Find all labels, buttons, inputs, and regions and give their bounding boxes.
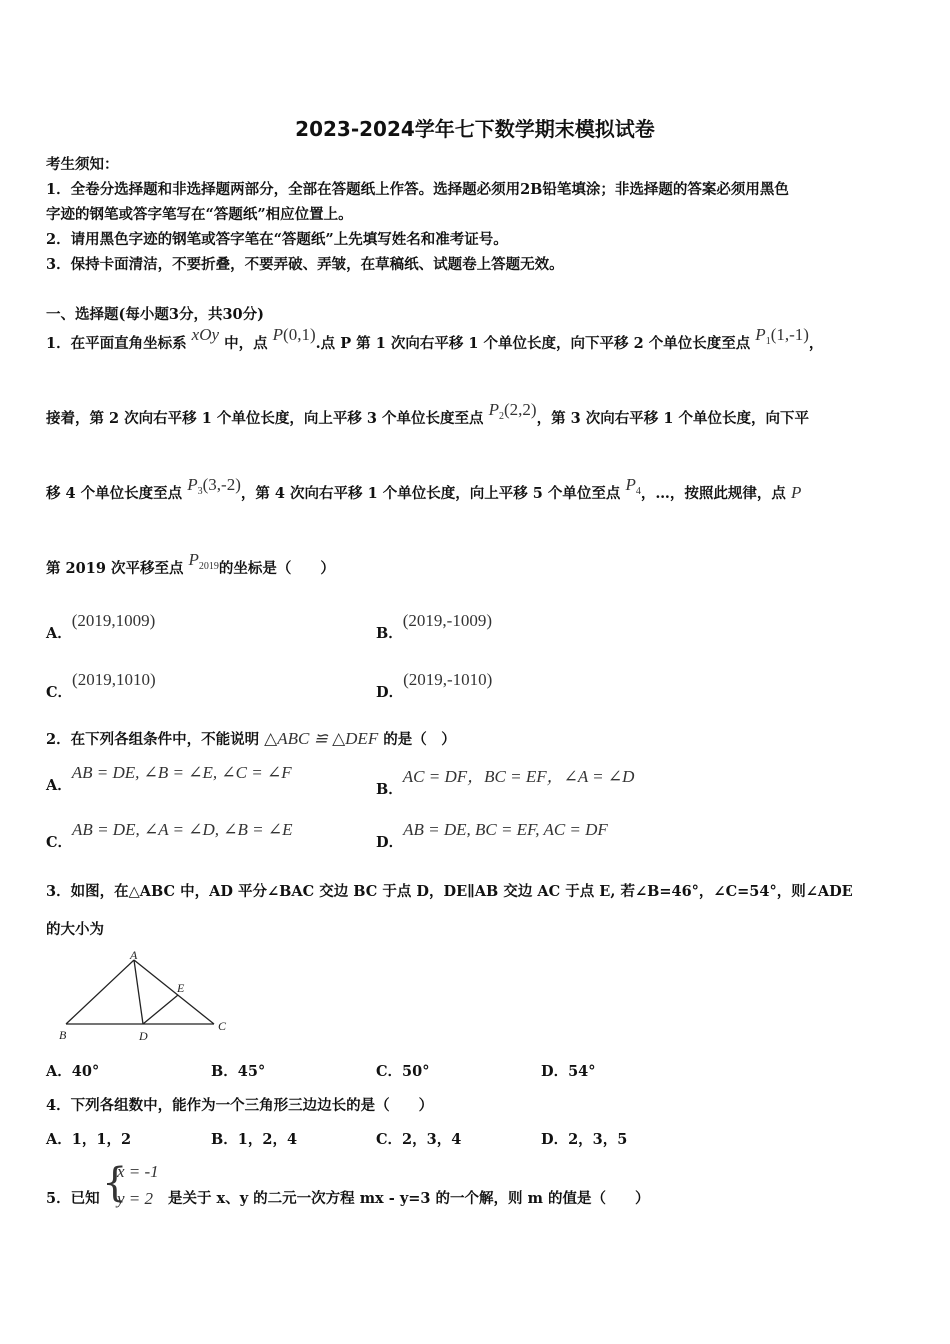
question-2-text bbox=[46, 728, 456, 749]
vertex-b-label: B bbox=[59, 1028, 67, 1042]
q2-option-d-value: AB = DE, BC = EF, AC = DF bbox=[403, 820, 608, 839]
q1-p3: P bbox=[187, 475, 198, 494]
q2-expr: △ABC ≌ △DEF bbox=[264, 729, 379, 748]
q4-option-b[interactable] bbox=[211, 1128, 297, 1149]
q1-p3-sub: 3 bbox=[197, 485, 203, 497]
q3-option-a[interactable] bbox=[46, 1060, 99, 1081]
q1-p2-sub: 2 bbox=[499, 410, 505, 422]
q4-option-c[interactable] bbox=[376, 1128, 461, 1149]
q1-text-h: ，第 4 次向右平移 1 个单位长度，向上平移 5 个单位至点 bbox=[240, 485, 621, 502]
edge-ac bbox=[134, 960, 214, 1024]
q1-text-g: 移 4 个单位长度至点 bbox=[46, 485, 183, 502]
notice-line-2: 字迹的钢笔或答字笔写在“答题纸”相应位置上。 bbox=[46, 206, 353, 223]
triangle-figure bbox=[50, 948, 240, 1044]
q2-option-b-label: B． bbox=[376, 781, 403, 798]
q3-option-c[interactable] bbox=[376, 1060, 429, 1081]
q3-option-b[interactable] bbox=[211, 1060, 265, 1081]
q1-option-c[interactable] bbox=[46, 669, 156, 701]
q1-p2019: P bbox=[188, 550, 199, 569]
q2-option-c-value: AB = DE, ∠A = ∠D, ∠B = ∠E bbox=[72, 820, 293, 839]
section-heading: 一、选择题(每小题3分，共30分) bbox=[46, 306, 264, 323]
edge-ad bbox=[134, 960, 143, 1024]
q1-pp: P bbox=[790, 483, 802, 502]
q1-text-c: .点 P 第 1 次向右平移 1 个单位长度，向下平移 2 个单位长度至点 bbox=[315, 335, 751, 352]
q1-text-f: ，第 3 次向右平移 1 个单位长度，向下平 bbox=[536, 410, 809, 427]
q2-option-b[interactable] bbox=[376, 762, 635, 798]
edge-ab bbox=[66, 960, 134, 1024]
q1-option-a-label: A． bbox=[46, 625, 72, 642]
notice-heading: 考生须知： bbox=[46, 156, 119, 173]
q1-text-e: 接着，第 2 次向右平移 1 个单位长度，向上平移 3 个单位长度至点 bbox=[46, 410, 484, 427]
q1-text-i: ，…，按照此规律，点 bbox=[640, 485, 786, 502]
question-3-line-2: 的大小为 bbox=[46, 921, 104, 938]
q1-p3-coord: (3,-2) bbox=[202, 475, 241, 494]
edge-de bbox=[143, 995, 178, 1024]
question-3-line-1: 3．如图，在△ABC 中，AD 平分∠BAC 交边 BC 于点 D，DE∥AB 交边 AC 于点 E, 若∠B=46°，∠C=54°，则∠ADE bbox=[46, 883, 853, 900]
q3-option-b-label: B． bbox=[211, 1063, 238, 1080]
q1-option-b-value: (2019,-1009) bbox=[402, 611, 492, 630]
q1-option-d-label: D． bbox=[376, 684, 404, 701]
q4-option-d-label: D． bbox=[541, 1131, 569, 1148]
q4-option-a-value: 1，1，2 bbox=[71, 1131, 132, 1148]
question-1-line-2 bbox=[46, 400, 809, 430]
q2-option-a-label: A． bbox=[46, 777, 72, 794]
q1-p1-coord: (1,-1) bbox=[770, 325, 809, 344]
q2-option-a-value: AB = DE, ∠B = ∠E, ∠C = ∠F bbox=[71, 763, 292, 782]
q3-option-d-label: D． bbox=[541, 1063, 569, 1080]
q1-p0-coord: (0,1) bbox=[283, 325, 316, 344]
q2-text-a: 2．在下列各组条件中，不能说明 bbox=[46, 731, 260, 748]
q1-p2-coord: (2,2) bbox=[504, 400, 537, 419]
q3-option-a-label: A． bbox=[46, 1063, 72, 1080]
question-1-line-3 bbox=[46, 475, 802, 505]
equation-brace: { bbox=[102, 1160, 128, 1206]
q1-option-d[interactable] bbox=[376, 669, 493, 701]
notice-line-3: 2．请用黑色字迹的钢笔或答字笔在“答题纸”上先填写姓名和准考证号。 bbox=[46, 231, 508, 248]
q1-option-d-value: (2019,-1010) bbox=[403, 670, 493, 689]
q4-option-c-label: C． bbox=[376, 1131, 403, 1148]
q3-option-d-value: 54° bbox=[568, 1063, 596, 1080]
q2-option-c-label: C． bbox=[46, 834, 73, 851]
q2-option-c[interactable] bbox=[46, 819, 293, 851]
notice-line-1: 1．全卷分选择题和非选择题两部分，全部在答题纸上作答。选择题必须用2B铅笔填涂；非选择题的答案必须用黑色 bbox=[46, 181, 789, 198]
q1-option-b[interactable] bbox=[376, 610, 492, 642]
q5-equation-1: x = -1 bbox=[117, 1162, 159, 1181]
q1-option-c-label: C． bbox=[46, 684, 73, 701]
q4-option-a[interactable] bbox=[46, 1128, 131, 1149]
q3-option-c-label: C． bbox=[376, 1063, 403, 1080]
q5-equation-2: y = 2 bbox=[117, 1189, 154, 1208]
q1-text-j: 第 2019 次平移至点 bbox=[46, 560, 184, 577]
q3-option-a-value: 40° bbox=[71, 1063, 100, 1080]
q2-option-d[interactable] bbox=[376, 819, 608, 851]
q1-p4-sub: 4 bbox=[635, 485, 641, 497]
q1-option-a[interactable] bbox=[46, 610, 156, 642]
vertex-d-label: D bbox=[139, 1029, 148, 1043]
q4-option-c-value: 2，3，4 bbox=[402, 1131, 462, 1148]
q4-option-d[interactable] bbox=[541, 1128, 627, 1149]
q1-option-a-value: (2019,1009) bbox=[71, 611, 156, 630]
q3-option-d[interactable] bbox=[541, 1060, 596, 1081]
q1-p4: P bbox=[625, 475, 636, 494]
question-1-line-4 bbox=[46, 550, 335, 580]
q1-p2019-sub: 2019 bbox=[198, 560, 219, 572]
q3-option-c-value: 50° bbox=[402, 1063, 430, 1080]
q1-p1-sub: 1 bbox=[765, 335, 771, 347]
q1-p2: P bbox=[488, 400, 500, 419]
q3-option-b-value: 45° bbox=[237, 1063, 266, 1080]
notice-line-4: 3．保持卡面清洁，不要折叠，不要弄破、弄皱，在草稿纸、试题卷上答题无效。 bbox=[46, 256, 564, 273]
q4-option-a-label: A． bbox=[46, 1131, 72, 1148]
q4-option-d-value: 2，3，5 bbox=[568, 1131, 628, 1148]
q1-text-k: 的坐标是（ ） bbox=[218, 560, 335, 577]
question-4-text: 4．下列各组数中，能作为一个三角形三边边长的是（ ） bbox=[46, 1097, 434, 1114]
vertex-c-label: C bbox=[218, 1019, 227, 1033]
q2-option-a[interactable] bbox=[46, 762, 292, 794]
q4-option-b-value: 1，2，4 bbox=[237, 1131, 298, 1148]
vertex-e-label: E bbox=[177, 981, 185, 995]
page-title: 2023-2024学年七下数学期末模拟试卷 bbox=[295, 117, 655, 141]
vertex-a-label: A bbox=[130, 948, 138, 962]
q1-xoy: xOy bbox=[191, 325, 220, 344]
q1-p1: P bbox=[755, 325, 766, 344]
q5-text-a: 5．已知 bbox=[46, 1190, 100, 1207]
q1-p0: P bbox=[272, 325, 284, 344]
q2-text-b: 的是（ ） bbox=[383, 731, 456, 748]
q1-option-c-value: (2019,1010) bbox=[72, 670, 156, 689]
q2-option-d-label: D． bbox=[376, 834, 404, 851]
q1-text-b: 中，点 bbox=[224, 335, 268, 352]
q5-text-b: 是关于 x、y 的二元一次方程 mx - y=3 的一个解，则 m 的值是（ ） bbox=[168, 1190, 650, 1207]
q1-text-d: ， bbox=[808, 335, 824, 352]
question-1-line-1 bbox=[46, 325, 824, 355]
q1-text-a: 1．在平面直角坐标系 bbox=[46, 335, 187, 352]
q2-option-b-value: AC = DF，BC = EF，∠A = ∠D bbox=[402, 767, 635, 786]
q1-option-b-label: B． bbox=[376, 625, 403, 642]
q4-option-b-label: B． bbox=[211, 1131, 238, 1148]
